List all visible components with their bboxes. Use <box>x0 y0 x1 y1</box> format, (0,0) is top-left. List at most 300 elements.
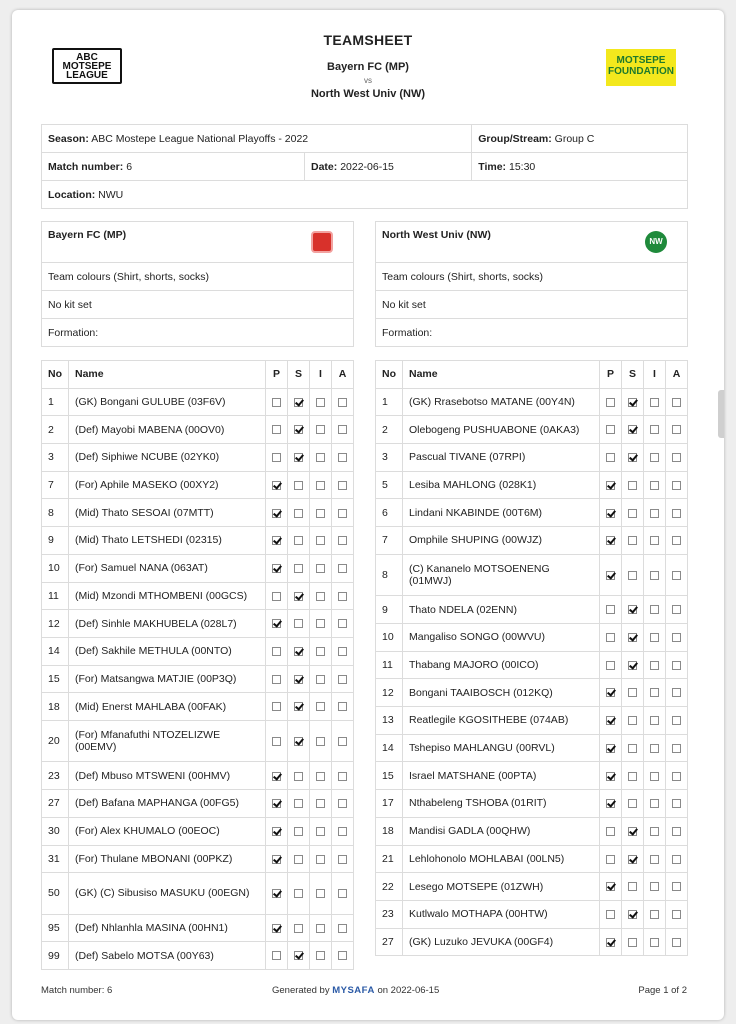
substitute-checkbox[interactable] <box>294 737 303 746</box>
played-checkbox[interactable] <box>272 799 281 808</box>
played-checkbox[interactable] <box>272 647 281 656</box>
absent-cell <box>332 637 354 665</box>
col-no: No <box>376 361 403 389</box>
substitute-checkbox[interactable] <box>294 889 303 898</box>
substitute-checkbox[interactable] <box>294 453 303 462</box>
absent-checkbox[interactable] <box>338 398 347 407</box>
played-checkbox[interactable] <box>272 564 281 573</box>
injured-cell <box>644 444 666 472</box>
injured-checkbox[interactable] <box>650 688 659 697</box>
substitute-cell <box>288 582 310 610</box>
substitute-cell <box>288 554 310 582</box>
injured-checkbox[interactable] <box>316 453 325 462</box>
absent-checkbox[interactable] <box>672 744 681 753</box>
player-row <box>42 845 354 873</box>
substitute-cell <box>288 762 310 790</box>
absent-cell <box>666 900 688 928</box>
player-row <box>42 388 354 416</box>
player-number: 22 <box>376 873 403 901</box>
player-number: 8 <box>376 554 403 596</box>
substitute-cell <box>288 444 310 472</box>
substitute-cell <box>288 499 310 527</box>
injured-checkbox[interactable] <box>650 938 659 947</box>
absent-checkbox[interactable] <box>672 882 681 891</box>
injured-checkbox[interactable] <box>650 855 659 864</box>
substitute-cell <box>288 914 310 942</box>
injured-cell <box>310 471 332 499</box>
player-number: 23 <box>376 900 403 928</box>
sheet-header <box>12 32 724 100</box>
injured-checkbox[interactable] <box>650 398 659 407</box>
injured-checkbox[interactable] <box>316 398 325 407</box>
injured-cell <box>310 637 332 665</box>
injured-checkbox[interactable] <box>316 564 325 573</box>
substitute-cell <box>288 720 310 762</box>
injured-checkbox[interactable] <box>650 453 659 462</box>
absent-checkbox[interactable] <box>672 425 681 434</box>
substitute-cell <box>622 471 644 499</box>
substitute-checkbox[interactable] <box>628 799 637 808</box>
absent-cell <box>666 873 688 901</box>
absent-checkbox[interactable] <box>338 592 347 601</box>
played-checkbox[interactable] <box>272 827 281 836</box>
player-row <box>376 499 688 527</box>
player-row <box>42 873 354 915</box>
player-row <box>42 693 354 721</box>
played-checkbox[interactable] <box>606 882 615 891</box>
player-name: (Def) Nhlanhla MASINA (00HN1) <box>69 914 266 942</box>
scrollbar-handle[interactable] <box>718 390 724 438</box>
played-checkbox[interactable] <box>272 855 281 864</box>
played-checkbox[interactable] <box>606 536 615 545</box>
group-cell: Group/Stream: Group C <box>472 125 688 153</box>
played-cell <box>600 651 622 679</box>
substitute-checkbox[interactable] <box>628 571 637 580</box>
absent-checkbox[interactable] <box>672 633 681 642</box>
played-checkbox[interactable] <box>272 737 281 746</box>
col-injured: I <box>644 361 666 389</box>
absent-checkbox[interactable] <box>672 571 681 580</box>
played-checkbox[interactable] <box>272 619 281 628</box>
absent-cell <box>332 790 354 818</box>
injured-checkbox[interactable] <box>650 799 659 808</box>
substitute-checkbox[interactable] <box>294 855 303 864</box>
player-row <box>42 444 354 472</box>
played-checkbox[interactable] <box>272 481 281 490</box>
col-absent: A <box>332 361 354 389</box>
played-checkbox[interactable] <box>606 938 615 947</box>
player-row <box>42 720 354 762</box>
player-number: 5 <box>376 471 403 499</box>
substitute-cell <box>622 707 644 735</box>
player-row <box>42 416 354 444</box>
substitute-checkbox[interactable] <box>294 647 303 656</box>
substitute-cell <box>622 762 644 790</box>
substitute-checkbox[interactable] <box>628 688 637 697</box>
injured-cell <box>310 444 332 472</box>
injured-checkbox[interactable] <box>316 772 325 781</box>
absent-checkbox[interactable] <box>338 453 347 462</box>
player-row <box>42 471 354 499</box>
player-row <box>42 942 354 970</box>
played-checkbox[interactable] <box>606 688 615 697</box>
absent-checkbox[interactable] <box>338 619 347 628</box>
absent-cell <box>332 693 354 721</box>
substitute-checkbox[interactable] <box>628 481 637 490</box>
injured-checkbox[interactable] <box>316 827 325 836</box>
substitute-checkbox[interactable] <box>294 398 303 407</box>
injured-checkbox[interactable] <box>650 910 659 919</box>
home-team-box <box>41 221 354 347</box>
injured-checkbox[interactable] <box>650 536 659 545</box>
player-row <box>376 416 688 444</box>
player-number: 15 <box>42 665 69 693</box>
absent-cell <box>666 596 688 624</box>
absent-cell <box>666 499 688 527</box>
injured-cell <box>310 790 332 818</box>
absent-cell <box>666 471 688 499</box>
substitute-checkbox[interactable] <box>628 453 637 462</box>
away-team-box <box>375 221 688 347</box>
injured-cell <box>644 707 666 735</box>
absent-cell <box>332 582 354 610</box>
played-cell <box>266 817 288 845</box>
absent-checkbox[interactable] <box>672 910 681 919</box>
substitute-checkbox[interactable] <box>294 924 303 933</box>
played-checkbox[interactable] <box>272 398 281 407</box>
absent-checkbox[interactable] <box>672 716 681 725</box>
injured-cell <box>644 762 666 790</box>
substitute-cell <box>622 900 644 928</box>
player-name: (For) Samuel NANA (063AT) <box>69 554 266 582</box>
played-checkbox[interactable] <box>606 799 615 808</box>
played-checkbox[interactable] <box>606 855 615 864</box>
substitute-cell <box>288 942 310 970</box>
player-row <box>376 873 688 901</box>
substitute-checkbox[interactable] <box>628 661 637 670</box>
absent-cell <box>666 388 688 416</box>
played-checkbox[interactable] <box>272 536 281 545</box>
absent-cell <box>332 610 354 638</box>
player-number: 8 <box>42 499 69 527</box>
substitute-checkbox[interactable] <box>628 772 637 781</box>
absent-checkbox[interactable] <box>672 772 681 781</box>
injured-cell <box>310 942 332 970</box>
injured-cell <box>644 499 666 527</box>
player-row <box>376 762 688 790</box>
injured-cell <box>644 388 666 416</box>
player-row <box>376 471 688 499</box>
home-formation: Formation: <box>42 319 354 347</box>
absent-checkbox[interactable] <box>672 855 681 864</box>
played-checkbox[interactable] <box>606 605 615 614</box>
injured-cell <box>644 817 666 845</box>
player-number: 2 <box>376 416 403 444</box>
played-cell <box>266 610 288 638</box>
absent-cell <box>666 554 688 596</box>
injured-cell <box>310 554 332 582</box>
injured-cell <box>310 388 332 416</box>
injured-checkbox[interactable] <box>650 633 659 642</box>
injured-checkbox[interactable] <box>316 619 325 628</box>
player-row <box>42 817 354 845</box>
substitute-checkbox[interactable] <box>628 882 637 891</box>
played-checkbox[interactable] <box>606 716 615 725</box>
injured-cell <box>644 416 666 444</box>
injured-checkbox[interactable] <box>650 425 659 434</box>
substitute-checkbox[interactable] <box>294 564 303 573</box>
injured-cell <box>644 845 666 873</box>
absent-checkbox[interactable] <box>672 661 681 670</box>
played-checkbox[interactable] <box>272 509 281 518</box>
played-cell <box>266 762 288 790</box>
injured-cell <box>310 914 332 942</box>
substitute-checkbox[interactable] <box>294 702 303 711</box>
player-row <box>376 845 688 873</box>
played-checkbox[interactable] <box>272 675 281 684</box>
substitute-cell <box>622 817 644 845</box>
absent-checkbox[interactable] <box>338 647 347 656</box>
injured-cell <box>310 845 332 873</box>
substitute-cell <box>622 679 644 707</box>
home-team-badge <box>311 231 333 253</box>
played-checkbox[interactable] <box>272 592 281 601</box>
absent-cell <box>666 416 688 444</box>
col-no: No <box>42 361 69 389</box>
played-checkbox[interactable] <box>272 951 281 960</box>
played-checkbox[interactable] <box>272 453 281 462</box>
absent-checkbox[interactable] <box>338 481 347 490</box>
absent-cell <box>332 942 354 970</box>
played-cell <box>600 596 622 624</box>
substitute-checkbox[interactable] <box>294 481 303 490</box>
substitute-checkbox[interactable] <box>628 938 637 947</box>
absent-checkbox[interactable] <box>672 688 681 697</box>
player-row <box>42 527 354 555</box>
injured-checkbox[interactable] <box>316 924 325 933</box>
absent-checkbox[interactable] <box>338 425 347 434</box>
substitute-checkbox[interactable] <box>294 827 303 836</box>
injured-cell <box>310 610 332 638</box>
substitute-cell <box>622 596 644 624</box>
injured-checkbox[interactable] <box>316 799 325 808</box>
played-cell <box>600 416 622 444</box>
substitute-cell <box>288 665 310 693</box>
home-team-title: Bayern FC (MP) <box>327 61 409 73</box>
substitute-checkbox[interactable] <box>294 425 303 434</box>
absent-checkbox[interactable] <box>672 453 681 462</box>
substitute-checkbox[interactable] <box>628 744 637 753</box>
played-checkbox[interactable] <box>606 425 615 434</box>
played-cell <box>266 665 288 693</box>
played-cell <box>266 637 288 665</box>
col-played: P <box>600 361 622 389</box>
absent-cell <box>666 624 688 652</box>
injured-cell <box>644 679 666 707</box>
played-checkbox[interactable] <box>606 509 615 518</box>
absent-checkbox[interactable] <box>672 827 681 836</box>
played-cell <box>600 554 622 596</box>
injured-checkbox[interactable] <box>316 647 325 656</box>
player-name: (Def) Mbuso MTSWENI (00HMV) <box>69 762 266 790</box>
played-checkbox[interactable] <box>606 453 615 462</box>
absent-checkbox[interactable] <box>338 924 347 933</box>
substitute-checkbox[interactable] <box>294 951 303 960</box>
played-checkbox[interactable] <box>606 633 615 642</box>
substitute-checkbox[interactable] <box>294 799 303 808</box>
injured-cell <box>310 873 332 915</box>
absent-checkbox[interactable] <box>672 605 681 614</box>
absent-checkbox[interactable] <box>338 951 347 960</box>
played-checkbox[interactable] <box>272 702 281 711</box>
substitute-checkbox[interactable] <box>294 772 303 781</box>
absent-cell <box>666 928 688 956</box>
injured-checkbox[interactable] <box>650 744 659 753</box>
substitute-cell <box>622 416 644 444</box>
injured-checkbox[interactable] <box>650 661 659 670</box>
away-team-colours: Team colours (Shirt, shorts, socks) <box>376 263 688 291</box>
player-name: (Def) Mayobi MABENA (00OV0) <box>69 416 266 444</box>
played-checkbox[interactable] <box>272 772 281 781</box>
injured-checkbox[interactable] <box>316 509 325 518</box>
substitute-checkbox[interactable] <box>294 536 303 545</box>
substitute-checkbox[interactable] <box>628 910 637 919</box>
absent-checkbox[interactable] <box>338 889 347 898</box>
absent-cell <box>666 444 688 472</box>
player-name: Nthabeleng TSHOBA (01RIT) <box>403 790 600 818</box>
player-number: 50 <box>42 873 69 915</box>
player-number: 11 <box>42 582 69 610</box>
substitute-checkbox[interactable] <box>628 536 637 545</box>
substitute-checkbox[interactable] <box>628 398 637 407</box>
player-number: 3 <box>376 444 403 472</box>
played-cell <box>600 817 622 845</box>
injured-checkbox[interactable] <box>316 855 325 864</box>
absent-checkbox[interactable] <box>338 799 347 808</box>
played-cell <box>266 693 288 721</box>
absent-cell <box>332 388 354 416</box>
substitute-checkbox[interactable] <box>628 425 637 434</box>
injured-checkbox[interactable] <box>650 605 659 614</box>
player-name: Thato NDELA (02ENN) <box>403 596 600 624</box>
player-name: Reatlegile KGOSITHEBE (074AB) <box>403 707 600 735</box>
absent-checkbox[interactable] <box>338 675 347 684</box>
substitute-checkbox[interactable] <box>628 509 637 518</box>
absent-checkbox[interactable] <box>338 509 347 518</box>
injured-checkbox[interactable] <box>650 882 659 891</box>
player-name: (Def) Sabelo MOTSA (00Y63) <box>69 942 266 970</box>
played-checkbox[interactable] <box>272 425 281 434</box>
played-checkbox[interactable] <box>606 772 615 781</box>
player-row <box>376 444 688 472</box>
injured-checkbox[interactable] <box>316 592 325 601</box>
injured-cell <box>310 582 332 610</box>
substitute-checkbox[interactable] <box>294 592 303 601</box>
played-cell <box>266 444 288 472</box>
injured-checkbox[interactable] <box>650 827 659 836</box>
absent-checkbox[interactable] <box>672 799 681 808</box>
injured-checkbox[interactable] <box>316 951 325 960</box>
played-checkbox[interactable] <box>606 827 615 836</box>
played-cell <box>600 873 622 901</box>
played-checkbox[interactable] <box>606 910 615 919</box>
absent-checkbox[interactable] <box>338 737 347 746</box>
absent-cell <box>332 873 354 915</box>
substitute-cell <box>288 416 310 444</box>
played-checkbox[interactable] <box>606 481 615 490</box>
played-checkbox[interactable] <box>606 571 615 580</box>
played-checkbox[interactable] <box>606 744 615 753</box>
injured-checkbox[interactable] <box>316 889 325 898</box>
absent-checkbox[interactable] <box>338 536 347 545</box>
played-cell <box>600 845 622 873</box>
substitute-checkbox[interactable] <box>294 619 303 628</box>
away-team-badge: NW <box>645 231 667 253</box>
injured-checkbox[interactable] <box>316 737 325 746</box>
away-formation: Formation: <box>376 319 688 347</box>
substitute-cell <box>288 873 310 915</box>
injured-checkbox[interactable] <box>650 571 659 580</box>
substitute-cell <box>288 637 310 665</box>
played-checkbox[interactable] <box>606 661 615 670</box>
player-number: 13 <box>376 707 403 735</box>
substitute-checkbox[interactable] <box>628 605 637 614</box>
player-row <box>376 928 688 956</box>
absent-checkbox[interactable] <box>672 398 681 407</box>
injured-checkbox[interactable] <box>650 772 659 781</box>
substitute-checkbox[interactable] <box>628 827 637 836</box>
played-checkbox[interactable] <box>272 889 281 898</box>
absent-checkbox[interactable] <box>672 509 681 518</box>
substitute-checkbox[interactable] <box>294 509 303 518</box>
away-roster-table <box>375 360 688 956</box>
injured-checkbox[interactable] <box>650 509 659 518</box>
absent-checkbox[interactable] <box>338 772 347 781</box>
absent-checkbox[interactable] <box>672 481 681 490</box>
player-row <box>42 914 354 942</box>
absent-checkbox[interactable] <box>338 827 347 836</box>
substitute-checkbox[interactable] <box>628 633 637 642</box>
absent-checkbox[interactable] <box>672 938 681 947</box>
played-cell <box>600 388 622 416</box>
played-checkbox[interactable] <box>606 398 615 407</box>
absent-cell <box>332 665 354 693</box>
player-name: (Mid) Mzondi MTHOMBENI (00GCS) <box>69 582 266 610</box>
player-name: (For) Alex KHUMALO (00EOC) <box>69 817 266 845</box>
injured-cell <box>644 527 666 555</box>
absent-checkbox[interactable] <box>672 536 681 545</box>
injured-checkbox[interactable] <box>316 536 325 545</box>
absent-checkbox[interactable] <box>338 702 347 711</box>
injured-checkbox[interactable] <box>650 481 659 490</box>
injured-checkbox[interactable] <box>650 716 659 725</box>
substitute-cell <box>288 790 310 818</box>
substitute-checkbox[interactable] <box>294 675 303 684</box>
injured-checkbox[interactable] <box>316 675 325 684</box>
player-row <box>42 582 354 610</box>
substitute-checkbox[interactable] <box>628 716 637 725</box>
absent-checkbox[interactable] <box>338 564 347 573</box>
played-checkbox[interactable] <box>272 924 281 933</box>
injured-checkbox[interactable] <box>316 702 325 711</box>
away-team-name: North West Univ (NW) NW <box>376 222 688 263</box>
substitute-cell <box>288 610 310 638</box>
injured-checkbox[interactable] <box>316 425 325 434</box>
substitute-checkbox[interactable] <box>628 855 637 864</box>
injured-checkbox[interactable] <box>316 481 325 490</box>
absent-checkbox[interactable] <box>338 855 347 864</box>
absent-cell <box>666 762 688 790</box>
